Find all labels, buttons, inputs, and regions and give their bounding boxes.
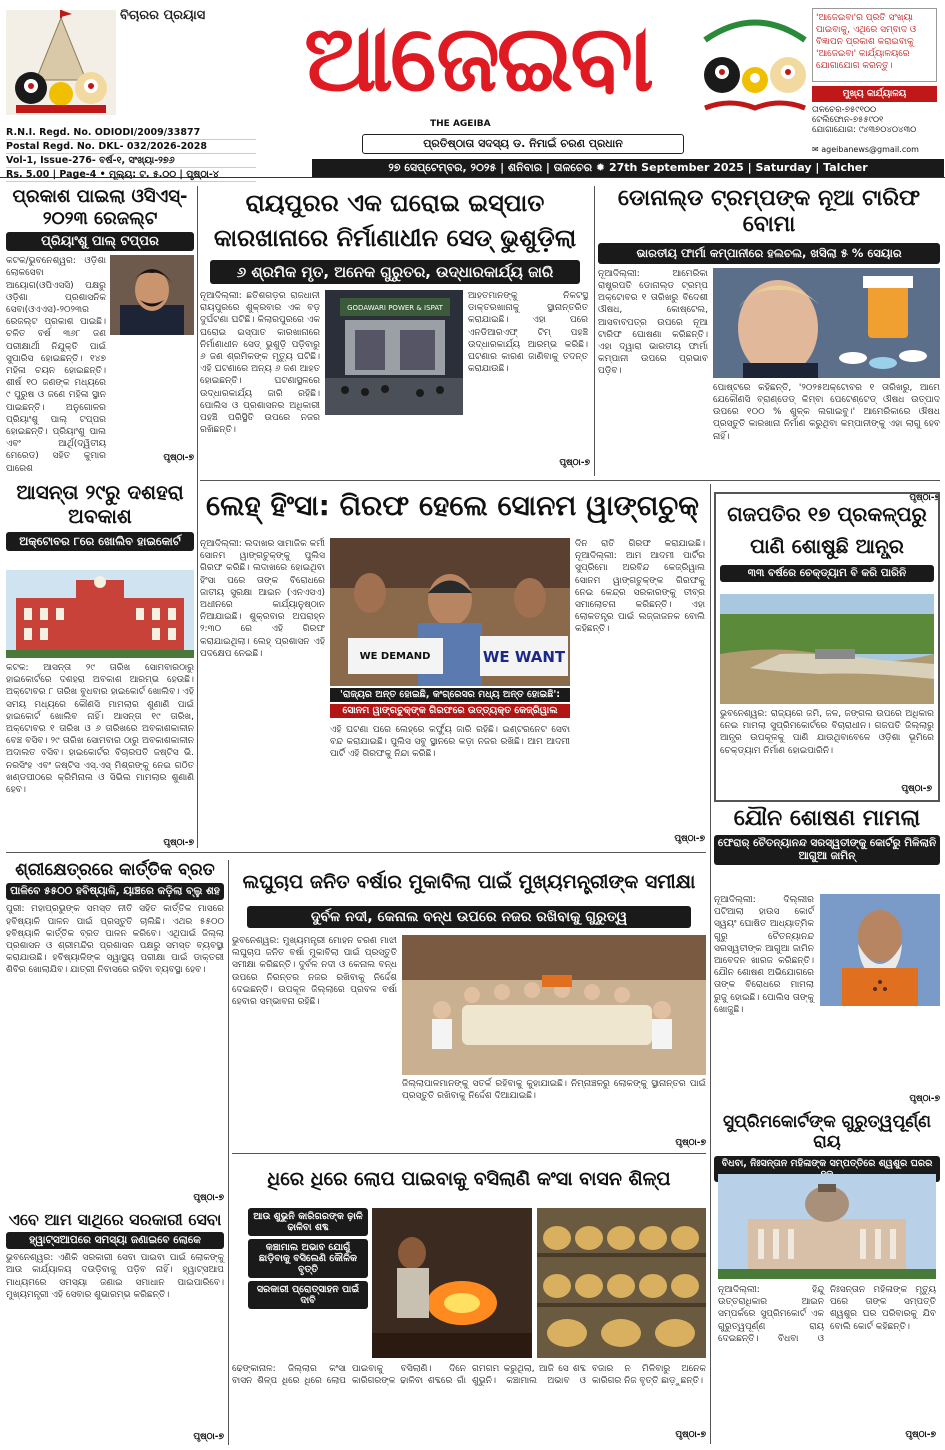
article-subheadline: ପ୍ରିୟାଂଶୁ ପାଲ୍ ଟପ୍ପର [6, 232, 194, 251]
email-address[interactable] [812, 145, 937, 154]
highlight-point: ଆଉ ଶୁଭୁନି କାରିଗରଙ୍କ ଢ଼ାଳି ଢାଳିବା ଶବ୍ଦ [248, 1208, 368, 1236]
article-subheadline: ୩୩ ବର୍ଷରେ ଚେକ୍‌ଡ୍ୟାମ ବି କରି ପାରିନି [720, 565, 934, 582]
protest-sign-1: WE DEMAND [359, 651, 431, 662]
article-headline: ଡୋନାଲ୍ଡ ଟ୍ରମ୍ପଙ୍କ ନୂଆ ଟାରିଫ ବୋମା [617, 186, 921, 238]
email-text: ageibanews@gmail.com [821, 145, 919, 154]
sonam-wangchuk-protest-photo [330, 538, 570, 686]
rni-number: R.N.I. Regd. No. ODIODI/2009/33877 [6, 126, 256, 140]
article-leh-violence [200, 484, 705, 848]
continued-marker: ପୃଷ୍ଠା-୭ [193, 1432, 224, 1443]
continued-marker: ପୃଷ୍ଠା-୭ [905, 1430, 936, 1440]
dateline: ୨୭ ସେପ୍ଟେମ୍ବର, ୨୦୨୫ | ଶନିବାର | ତାଳଚେର ✹ 27th September 2025 | Saturday | Talcher [312, 159, 944, 177]
article-headline: ଆସନ୍ତା ୨୯ରୁ ଦଶହରା ଅବକାଶ [16, 480, 184, 528]
article-subheadline: ଦୁର୍ବଳ ନଦୀ, କେନାଲ ବନ୍ଧ ଉପରେ ନଜର ରଖିବାକୁ ଗୁରୁତ୍ୱ [247, 906, 691, 928]
row-divider [200, 480, 940, 481]
article-subheadline: ଭାରତୀୟ ଫାର୍ମା କମ୍ପାନୀରେ ହଲଚଲ, ଖସିଲା ୫ % ସେୟାର [598, 243, 940, 264]
article-headline: ଲେହ୍ ହିଂସା: ଗିରଫ ହେଲେ ସୋନମ ୱାଙ୍ଗଚୁକ୍ [206, 489, 699, 522]
jagannath-temple-illustration [6, 10, 116, 115]
topper-portrait [110, 255, 194, 335]
contact-line: ଯୋଗାଯୋଗ: ୯୪୩୭୦୪୦୪୩୦ [812, 125, 917, 135]
continued-marker: ପୃଷ୍ଠା-୭ [559, 458, 590, 468]
newspaper-title: ଆଜେଇବା [304, 4, 651, 112]
article-supreme-court-verdict [714, 1112, 940, 1445]
metal-utensils-photo [537, 1208, 706, 1358]
photo-caption-sub: ସୋନମ ୱାଙ୍ଗଚୁକ୍‌ଙ୍କ ଗିରଫରେ ଉତ୍ତ୍ୟକ୍ତ କେଜ୍ରିୱାଲ [330, 704, 570, 718]
article-cm-rain-review [232, 860, 706, 1150]
article-body: ଢେଙ୍କାନାଳ: ଜିଲ୍ଲାର କଂସା ବାସନ ଶିଳ୍ପ ଧିରେ ଧିରେ ଲୋପ ପାଇବାକୁ ବସିଲାଣି। ଦିନେ କାରିଗରଙ୍କ ଢାଳିବା ଶବ୍ଦରେ ଗାଁ ଗମଗମ କରୁଥିଲା, ଆଜି ସେ ଶବ୍ଦ ଶୁଭୁନି। କଞ୍ଚାମାଲ ଅଭାବ ଓ ବଜାର ନ ମିଳିବାରୁ ଅନେକ କାରିଗର ନିଜ ବୃତ୍ତି ଛାଡ଼ୁଛନ୍ତି। [232, 1364, 706, 1387]
contact-line: ଟେଲିଫୋନ-୭୫୫୯୦୧ [812, 115, 884, 125]
article-body-right: ଦିନ ରାତି ଗିରଫ କରାଯାଇଛି। ନୂଆଦିଲ୍ଲୀ: ଆମ ଆଦମୀ ପାର୍ଟିର ସୁପ୍ରିମୋ ଅରବିନ୍ଦ କେଜ୍ରିୱାଲ ସୋନମ ୱାଙ୍ଗଚୁକ୍‌ଙ୍କ ଗିରଫକୁ ନେଇ କେନ୍ଦ୍ର ସରକାରଙ୍କୁ ତୀବ୍ର ସମାଲୋଚନା କରିଛନ୍ତି। ଏହା ଲୋକତନ୍ତ୍ର ପାଇଁ ଲଜ୍ଜାଜନକ ବୋଲି କହିଛନ୍ତି। [575, 539, 705, 635]
continued-marker: ପୃଷ୍ଠା-୭ [163, 453, 194, 464]
founder-credit: ପ୍ରତିଷ୍ଠାତା ସଦସ୍ୟ ଡ. ନିମାଇଁ ଚରଣ ପ୍ରଧାନ [362, 134, 684, 154]
article-headline: ଲଘୁଚାପ ଜନିତ ବର୍ଷାର ମୁକାବିଲା ପାଇଁ ମୁଖ୍ୟମନ୍ତ୍ରୀଙ୍କ ସମୀକ୍ଷା [242, 871, 696, 893]
article-body: ନୂଆଦିଲ୍ଲୀ: ଲଦାଖର ସାମାଜିକ କର୍ମୀ ସୋନମ ୱାଙ୍ଗଚୁକ୍‌ଙ୍କୁ ପୁଲିସ ଗିରଫ କରିଛି। ଲଦାଖରେ ହୋଇଥିବା ହିଂସା ପରେ ତାଙ୍କ ବିରୋଧରେ ଜାତୀୟ ସୁରକ୍ଷା ଆଇନ (ଏନଏସଏ) ଅଧୀନରେ କାର୍ଯ୍ୟାନୁଷ୍ଠାନ ନିଆଯାଇଛି। ଶୁକ୍ରବାର ଅପରାହ୍ନ ୨:୩୦ ରେ ଏହି ଗିରଫ କରାଯାଇଥିଲା। ଲେହ୍ ପ୍ରଶାସନ ଏହି ପଦକ୍ଷେପ ନେଇଛି। [200, 539, 325, 659]
photo-caption: 'ରାଜ୍ୟର ଅନ୍ତ ହୋଇଛି, କଂଗ୍ରେସର ମଧ୍ୟ ଅନ୍ତ ହୋଇଛି': [330, 688, 570, 702]
highlight-point: କଞ୍ଚାମାଲ ଅଭାବ ଯୋଗୁଁ ଛାଡ଼ିବାକୁ ବସିଲେଣି କୌଳିକ ବୃତ୍ତି [248, 1239, 368, 1278]
cm-meeting-photo [402, 935, 706, 1075]
article-raipur-collapse [200, 186, 590, 476]
continued-marker: ପୃଷ୍ଠା-୭ [674, 834, 705, 844]
article-subheadline: ୬ ଶ୍ରମିକ ମୃତ, ଅନେକ ଗୁରୁତର, ଉଦ୍ଧାରକାର୍ଯ୍ୟ ଜାରି [210, 260, 580, 284]
registration-block [6, 126, 256, 182]
contact-line: ତାଳଚେର-୭୫୯୧୦୦ [812, 105, 877, 115]
row-divider [232, 1153, 706, 1154]
continued-marker: ପୃଷ୍ଠା-୭ [901, 784, 932, 794]
article-headline: ସୁପ୍ରିମକୋର୍ଟଙ୍କ ଗୁରୁତ୍ୱପୂର୍ଣ୍ଣ ରାୟ [722, 1112, 931, 1153]
article-body-right: ପୋଷ୍ଟରେ କହିଛନ୍ତି, '୨୦୨୫ଅକ୍ଟୋବର ୧ ତାରିଖରୁ, ଆମେ ଯେକୌଣସି ବ୍ରାଣ୍ଡେଡ୍ କିମ୍ବା ପେଟେଣ୍ଟେଡ୍ ଔଷଧ ଉତ୍ପାଦ ଉପରେ ୧୦୦ % ଶୁଳ୍କ ଲଗାଇବୁ।' ଆମେରିକାରେ ଔଷଧ ପ୍ରସ୍ତୁତି କାରଖାନା ନିର୍ମାଣ କରୁଥିବା କମ୍ପାନୀଙ୍କୁ ଏହା ଲାଗୁ ହେବ ନାହିଁ। [713, 382, 940, 442]
promo-notice: 'ଆଜେଇବା'ର ପ୍ରତି ସଂଖ୍ୟା ପାଇବାକୁ, ଏଥିରେ ସମ୍ବାଦ ଓ ବିଜ୍ଞାପନ ପ୍ରକାଶ କରାଇବାକୁ 'ଆଜେଇବା' କାର୍ଯ୍ୟାଳୟରେ ଯୋଗାଯୋଗ କରନ୍ତୁ। [812, 8, 937, 82]
artisan-furnace-photo [372, 1208, 532, 1358]
high-court-photo [6, 570, 194, 658]
river-photo [720, 594, 934, 704]
article-headline: ଶ୍ରୀକ୍ଷେତ୍ରରେ କାର୍ତ୍ତିକ ବ୍ରତ [15, 860, 215, 880]
article-trump-tariff [598, 186, 940, 503]
article-subheadline: ହ୍ୱାଟ୍ସଆପରେ ସମସ୍ୟା ଜଣାଇବେ ଲୋକେ [6, 1232, 224, 1249]
trump-pills-photo [713, 268, 940, 378]
article-body: ଭୁବନେଶ୍ୱର: ଏଣିକି ସରକାରୀ ସେବା ପାଇବା ପାଇଁ ଲୋକଙ୍କୁ ଆଉ କାର୍ଯ୍ୟାଳୟ ଦଉଡ଼ିବାକୁ ପଡ଼ିବ ନାହିଁ। ହ୍ୱାଟ୍ସଆପ ମାଧ୍ୟମରେ ସମସ୍ୟା ଜଣାଇ ସମାଧାନ ପାଇପାରିବେ। ମୁଖ୍ୟମନ୍ତ୍ରୀ ଏହି ସେବାର ଶୁଭାରମ୍ଭ କରିଛନ୍ତି। [6, 1253, 224, 1300]
volume-issue: Vol-1, Issue-276- ବର୍ଷ-୧, ସଂଖ୍ୟା-୨୭୬ [6, 154, 256, 168]
article-body-right: ଆହତମାନଙ୍କୁ ନିକଟସ୍ଥ ଡାକ୍ତରଖାନାକୁ ସ୍ଥାନାନ୍ତରିତ କରାଯାଇଛି। ଏହା ପରେ ଏନଡିଆରଏଫ୍ ଟିମ୍ ପହଞ୍ଚି ଉଦ୍ଧାରକାର୍ଯ୍ୟ ଆରମ୍ଭ କରିଛି। ଘଟଣାର କାରଣ ଜାଣିବାକୁ ତଦନ୍ତ କରାଯାଉଛି। [468, 291, 588, 375]
continued-marker: ପୃଷ୍ଠା-୭ [675, 1430, 706, 1440]
supreme-court-photo [718, 1174, 936, 1279]
article-body: କଟକ: ଆସନ୍ତା ୨୯ ତାରିଖ ସୋମବାରଠାରୁ ହାଇକୋର୍ଟରେ ଦଶହରା ଅବକାଶ ଆରମ୍ଭ ହେଉଛି। ଅକ୍ଟୋବର ୮ ତାରିଖ ବୁଧବାର ହାଇକୋର୍ଟ ଖୋଲିବ। ଏହି ସମୟ ମଧ୍ୟରେ କୌଣସି ମାମଲାର ଶୁଣାଣି ପାଇଁ ହାଇକୋର୍ଟ ଖୋଲିବ ନାହିଁ। ଆସନ୍ତା ୧୯ ତାରିଖ, ଅକ୍ଟୋବର ୧ ତାରିଖ ଓ ୬ ତାରିଖରେ ଅବକାଶକାଳୀନ ବେଞ୍ଚ ବସିବ। ୨୯ ତାରିଖ ସୋମବାର ଠାରୁ ଅବକାଶକାଳୀନ ଅଦାଲତ ବସିବ। ହାଇକୋର୍ଟର ବିଚାରପତି ଜଷ୍ଟିସ ଭି. ନରସିଂହ ଏବଂ ଜଷ୍ଟିସ ଏସ୍.ଏସ୍ ମିଶ୍ରଙ୍କୁ ନେଇ ଗଠିତ ଖଣ୍ଡପୀଠରେ କ୍ରିମିନାଲ ଓ ସିଭିଲ ମାମଲାର ଶୁଣାଣି ହେବ। [6, 663, 194, 796]
article-ossc-result [6, 186, 194, 476]
column-divider [197, 186, 198, 848]
article-subheadline: ପାଳିବେ ୫୫୦୦ ହବିଷ୍ୟାଳି, ୟାଞ୍ଚରେ କଡ଼ିଲା ବ୍ଲୁ ଶହ [6, 883, 224, 900]
article-body: କଟକ/ଭୁବନେଶ୍ୱର: ଓଡ଼ିଶା ଲୋକସେବା ଆୟୋଗ(ଓପିଏସସି) ପକ୍ଷରୁ ଓଡ଼ିଶା ପ୍ରଶାସନିକ ସେବା(ଓଏଏସ)-୨୦୨୩ର ରେଜଲ୍ଟ ପ୍ରକାଶ ପାଇଛି। ଚଳିତ ବର୍ଷ ୩୬୮ ଜଣ ପରୀକ୍ଷାର୍ଥୀ ନିଯୁକ୍ତି ପାଇଁ ସୁପାରିସ ହୋଇଛନ୍ତି। ୧୪୭ ମହିଳା ଚୟନ ହୋଇଛନ୍ତି। ଶୀର୍ଷ ୧୦ ଜଣଙ୍କ ମଧ୍ୟରେ ୯ ପୁରୁଷ ଓ ଜଣେ ମହିଳା ସ୍ଥାନ ପାଇଛନ୍ତି। ଅନୁଗୋଳର ପ୍ରିୟାଂଶୁ ପାଲ୍ ଟପ୍ପର ହୋଇଛନ୍ତି। ପ୍ରିୟାଂଶୁ ପାଲ ଏବଂ ଆର୍ଥି(ଦ୍ୱିତୀୟ ମେରେଡ) ସହିତ କୁମାର ପାରେଶ [6, 256, 106, 474]
article-headline: ଗଜପତିର ୧୭ ପ୍ରକଳ୍ପରୁ ପାଣି ଶୋଷୁଛି ଆନ୍ଧ୍ର [727, 502, 927, 558]
godman-portrait [820, 894, 940, 1006]
mail-icon: ✉ [812, 145, 822, 154]
continued-marker: ପୃଷ୍ଠା-୭ [909, 1094, 940, 1104]
continued-marker: ପୃଷ୍ଠା-୭ [675, 1138, 706, 1148]
head-office-label: ମୁଖ୍ୟ କାର୍ଯ୍ୟାଳୟ [812, 86, 937, 102]
article-bell-metal-craft [232, 1158, 706, 1445]
protest-sign-2: WE WANT [482, 648, 566, 666]
column-divider [710, 484, 711, 1444]
svg-text:GODAWARI POWER & ISPAT: GODAWARI POWER & ISPAT [347, 304, 443, 312]
continued-marker: ପୃଷ୍ଠା-୭ [909, 492, 940, 503]
column-divider [228, 860, 229, 1445]
article-body: ନୂଆଦିଲ୍ଲୀ: ଦିଲ୍ଲୀର ପଟିଆଲା ହାଉସ କୋର୍ଟ ସ୍ୱୟଂ ଘୋଷିତ ଆଧ୍ୟାତ୍ମିକ ଗୁରୁ ଚୈତନ୍ୟାନନ୍ଦ ସରସ୍ୱତୀଙ୍କ ଆଗୁଆ ଜାମିନ ଆବେଦନ ଖାରଜ କରିଛନ୍ତି। ଯୌନ ଶୋଷଣ ଅଭିଯୋଗରେ ତାଙ୍କ ବିରୋଧରେ ମାମଲା ରୁଜୁ ହୋଇଛି। ପୋଲିସ ତାଙ୍କୁ ଖୋଜୁଛି। [714, 895, 814, 1015]
continued-marker: ପୃଷ୍ଠା-୭ [163, 838, 194, 848]
column-divider [594, 186, 595, 476]
article-headline: ଯୌନ ଶୋଷଣ ମାମଲା [733, 806, 921, 831]
article-body-right: ଜିଲ୍ଲାପାଳମାନଙ୍କୁ ସତର୍କ ରହିବାକୁ କୁହାଯାଇଛି। ନିମ୍ନାଞ୍ଚଳରୁ ଲୋକଙ୍କୁ ସ୍ଥାନାନ୍ତର ପାଇଁ ପ୍ରସ୍ତୁତି ରଖିବାକୁ ନିର୍ଦ୍ଦେଶ ଦିଆଯାଇଛି। [402, 1079, 706, 1102]
article-body: ପୁରୀ: ମହାପ୍ରଭୁଙ୍କ ସମସ୍ତ ନୀତି ସହିତ କାର୍ତ୍ତିକ ମାସରେ ହବିଷ୍ୟାଳି ପାଳନ ପାଇଁ ପ୍ରସ୍ତୁତି ଚାଲିଛି। ଏଥର ୫୫୦୦ ହବିଷ୍ୟାଳି କାର୍ତ୍ତିକ ବ୍ରତ ପାଳନ କରିବେ। ଏଥିପାଇଁ ଜିଲ୍ଲା ପ୍ରଶାସନ ଓ ଶ୍ରୀମନ୍ଦିର ପ୍ରଶାସନ ପକ୍ଷରୁ ସମସ୍ତ ବ୍ୟବସ୍ଥା କରାଯାଉଛି। ହବିଷ୍ୟାଳିଙ୍କ ସ୍ୱାସ୍ଥ୍ୟ ପରୀକ୍ଷା ପାଇଁ ଡାକ୍ତରୀ ଶିବିର ଖୋଲାଯିବ। ଯାତ୍ରୀ ନିବାସରେ ରହିବା ବ୍ୟବସ୍ଥା ହେବ। [6, 904, 224, 976]
contact-info [812, 105, 937, 135]
highlight-points [248, 1208, 368, 1309]
article-sexual-abuse-case [714, 806, 940, 1106]
article-body-middle: ଏହି ଘଟଣା ପରେ ଲେହ୍‌ରେ କର୍ଫ୍ୟୁ ଜାରି ରହିଛି। ଇଣ୍ଟରନେଟ ସେବା ବନ୍ଦ କରାଯାଇଛି। ପୁଲିସ ସବୁ ସ୍ଥାନରେ କଡ଼ା ନଜର ରଖିଛି। ଆମ ଆଦମୀ ପାର୍ଟି ଏହି ଗିରଫକୁ ନିନ୍ଦା କରିଛି। [330, 725, 570, 760]
article-body: ଭୁବନେଶ୍ୱର: ମୁଖ୍ୟମନ୍ତ୍ରୀ ମୋହନ ଚରଣ ମାଝୀ ଲଘୁଚାପ ଜନିତ ବର୍ଷା ମୁକାବିଲା ପାଇଁ ପ୍ରସ୍ତୁତି ସମୀକ୍ଷା କରିଛନ୍ତି। ଦୁର୍ବଳ ନଦୀ ଓ କେନାଲ ବନ୍ଧ ଉପରେ ନିରନ୍ତର ନଜର ରଖିବାକୁ ନିର୍ଦ୍ଦେଶ ଦେଇଛନ୍ତି। ଉପକୂଳ ଜିଲ୍ଲାରେ ପ୍ରବଳ ବର୍ଷା ହେବାର ସମ୍ଭାବନା ରହିଛି। [232, 936, 397, 1008]
row-divider [6, 852, 706, 853]
masthead [0, 0, 945, 178]
article-govt-service [6, 1210, 224, 1445]
masthead-tagline: ବିଚାରର ପ୍ରୟାସ [120, 8, 206, 23]
postal-number: Postal Regd. No. DKL- 032/2026-2028 [6, 140, 256, 154]
factory-photo [325, 290, 463, 415]
article-subheadline: ଅକ୍ଟୋବର ୮ରେ ଖୋଲିବ ହାଇକୋର୍ଟ [6, 532, 194, 551]
article-body: ନୂଆଦିଲ୍ଲୀ: ଆମେରିକା ରାଷ୍ଟ୍ରପତି ଡୋନାଲ୍ଡ ଟ୍ରମ୍ପ ଅକ୍ଟୋବର ୧ ତାରିଖରୁ ବିଦେଶୀ ଔଷଧ, କୋଷ୍ଟେଲ, ଆସବାବପତ୍ର ଉପରେ ନୂଆ ଟାରିଫ ଘୋଷଣା କରିଛନ୍ତି। ଏହା ଦ୍ୱାରା ଭାରତୀୟ ଫାର୍ମା କମ୍ପାନୀ ଉପରେ ପ୍ରଭାବ ପଡ଼ିବ। [598, 268, 708, 377]
article-subheadline: ବିଧବା, ନିଃସନ୍ତାନ ମହିଳାଙ୍କ ସମ୍ପତ୍ତିରେ ଶ୍ୱଶୁର ଘରର [714, 1156, 940, 1182]
continued-marker: ପୃଷ୍ଠା-୭ [193, 1193, 224, 1204]
newspaper-subtitle: THE AGEIBA [430, 119, 491, 129]
article-subheadline: ଫେରାର୍ ଚୈତନ୍ୟାନନ୍ଦ ସରସ୍ୱତୀଙ୍କୁ କୋର୍ଟରୁ ମିଳିଲାନି ଆଗୁଆ ଜାମିନ୍ [714, 835, 940, 865]
article-gajapati-water [714, 492, 940, 802]
article-body: ନୂଆଦିଲ୍ଲୀ: ହିନ୍ଦୁ ଉତ୍ତରାଧିକାର ଆଇନ ସମ୍ପର୍କରେ ସୁପ୍ରିମକୋର୍ଟ ଏକ ଗୁରୁତ୍ୱପୂର୍ଣ୍ଣ ରାୟ ଦେଇଛନ୍ତି। ବିଧବା ଓ ନିଃସନ୍ତାନ ମହିଳାଙ୍କ ମୃତ୍ୟୁ ପରେ ତାଙ୍କ ସମ୍ପତ୍ତି ଶ୍ୱଶୁର ଘର ପରିବାରକୁ ଯିବ ବୋଲି କୋର୍ଟ କହିଛନ୍ତି। [718, 1285, 936, 1344]
article-body: ଭୁବନେଶ୍ୱର: ରାଜ୍ୟରେ ଜମି, ଜଳ, ଜଙ୍ଗଲ ଉପରେ ଅଧିକାର ନେଇ ମାମଲା ସୁପ୍ରିମକୋର୍ଟରେ ବିଚାରାଧୀନ। ଗଜପତି ଜିଲ୍ଲାରୁ ଆନ୍ଧ୍ର ଉପକୂଳକୁ ପାଣି ଯାଉଥିବାବେଳେ ଓଡ଼ିଶା ଭୂମିରେ ଚେକ୍‌ଡ୍ୟାମ ନିର୍ମାଣ ହୋଇପାରିନି। [720, 709, 934, 756]
article-kartik-vrat [6, 860, 224, 1205]
article-headline: ଧିରେ ଧିରେ ଲୋପ ପାଇବାକୁ ବସିଲାଣି କଂସା ବାସନ ଶିଳ୍ପ [267, 1168, 671, 1190]
article-body: ନୂଆଦିଲ୍ଲୀ: ଛତିଶଗଡ଼ର ରାଜଧାନୀ ରାୟପୁରରେ ଶୁକ୍ରବାର ଏକ ବଡ଼ ଦୁର୍ଘଟଣା ଘଟିଛି। କିଲାରପୁରରେ ଏକ ଘରୋଇ ଇସ୍ପାତ କାରଖାନାରେ ନିର୍ମାଣାଧୀନ ସେଡ୍ ଭୁଶୁଡ଼ି ପଡ଼ିବାରୁ ୬ ଜଣ ଶ୍ରମିକଙ୍କ ମୃତ୍ୟୁ ଘଟିଛି। ଏହି ଘଟଣାରେ ଅନ୍ୟ ୬ ଜଣ ଆହତ ହୋଇଛନ୍ତି। ଘଟଣାସ୍ଥଳରେ ଉଦ୍ଧାରକାର୍ଯ୍ୟ ଜାରି ରହିଛି। ପୋଲିସ ଓ ପ୍ରଶାସନର ଅଧିକାରୀ ପହଞ୍ଚି ପରିସ୍ଥିତି ଉପରେ ନଜର ରଖିଛନ୍ତି। [200, 291, 320, 436]
highlight-point: ସରକାରୀ ପ୍ରୋତ୍ସାହନ ପାଇଁ ଦାବି [248, 1281, 368, 1309]
article-dussehra-holiday [6, 480, 194, 850]
article-headline: ଏବେ ଆମ ସାଥିରେ ସରକାରୀ ସେବା [8, 1210, 222, 1229]
article-headline: ପ୍ରକାଶ ପାଇଲା ଓସିଏସ୍- ୨୦୨୩ ରେଜଲ୍ଟ [12, 186, 188, 229]
price-page: Rs. 5.00 | Page-4 • ମୂଲ୍ୟ: ଟ. ୫.୦୦ | ପୃଷ୍ଠା-୪ [6, 168, 256, 182]
article-headline: ରାୟପୁରର ଏକ ଘରୋଇ ଇସ୍ପାତ କାରଖାନାରେ ନିର୍ମାଣାଧୀନ ସେଡ୍ ଭୁଶୁଡ଼ିଲା [213, 189, 577, 252]
trinity-deities-illustration [700, 10, 810, 115]
